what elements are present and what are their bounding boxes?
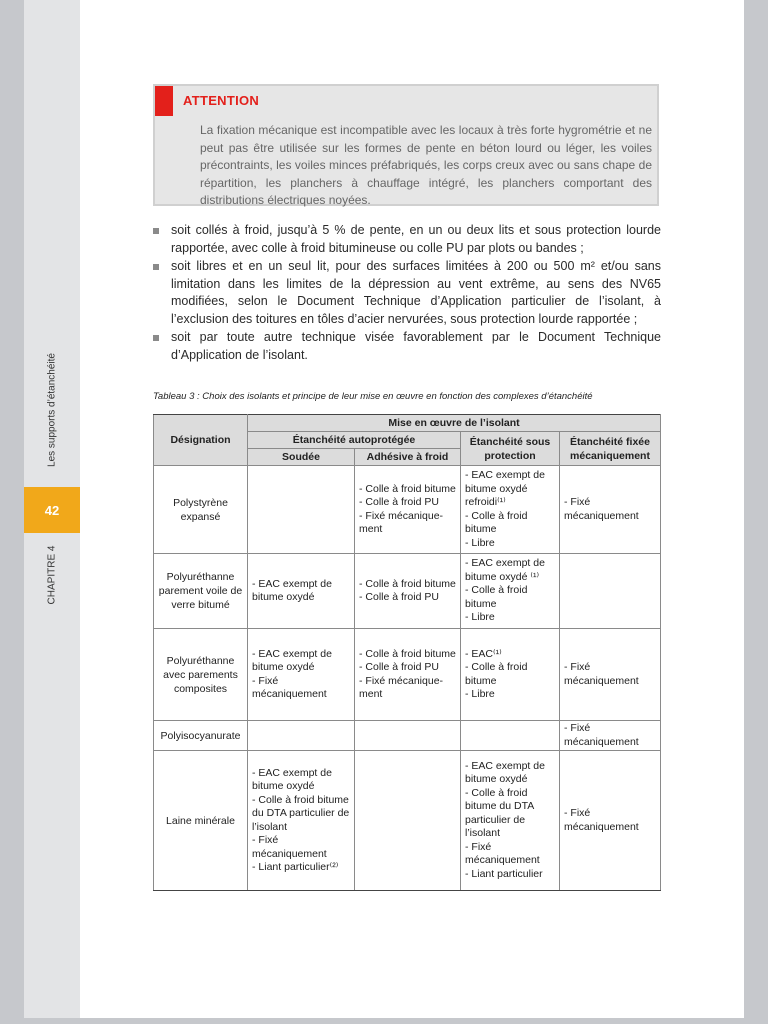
chapter-label-vertical: CHAPITRE 4 — [46, 545, 58, 605]
list-item: - Fixé mécaniquement — [564, 807, 639, 833]
header-soudee: Soudée — [248, 449, 355, 466]
cell-soudee — [248, 721, 355, 751]
list-item: - EAC exempt de bitume oxydé — [252, 577, 332, 603]
bullet-list — [153, 222, 661, 365]
header-fixee: Étanchéité fixée mécaniquement — [560, 432, 661, 466]
table-row — [154, 721, 661, 751]
cell-designation: Polyuréthanne avec parements composites — [154, 629, 248, 721]
cell-designation: Polyuréthanne parement voile de verre bitumé — [154, 554, 248, 629]
cell-designation: Polystyrène expansé — [154, 466, 248, 554]
list-item: - Fixé mécaniquement — [252, 674, 327, 700]
list-item: - Fixé mécaniquement — [359, 674, 444, 700]
list-item: - Fixé mécaniquement — [564, 496, 639, 522]
attention-accent-bar — [155, 86, 173, 116]
cell-fixee — [560, 629, 661, 721]
list-item: - EAC exempt de bitume oxydé refroidi⁽¹⁾ — [465, 469, 545, 508]
list-item: - Colle à froid bitume — [465, 584, 528, 610]
table-body — [154, 466, 661, 891]
table-row — [154, 751, 661, 891]
cell-adhesive — [355, 751, 461, 891]
cell-sous-protection — [461, 721, 560, 751]
list-item: - EAC exempt de bitume oxydé — [252, 647, 332, 673]
list-item: - Fixé mécaniquement — [359, 509, 444, 535]
list-item: - Colle à froid bitume — [359, 647, 456, 660]
cell-sous-protection — [461, 629, 560, 721]
list-item — [153, 258, 661, 328]
header-adhesive: Adhésive à froid — [355, 449, 461, 466]
list-item: - EAC exempt de bitume oxydé — [465, 759, 545, 786]
list-item: - Colle à froid bitume — [359, 577, 456, 590]
cell-list — [564, 496, 656, 523]
header-sous-protection: Étanchéité sous protection — [461, 432, 560, 466]
cell-adhesive — [355, 721, 461, 751]
bullet-square-icon — [153, 228, 159, 234]
cell-list — [564, 807, 656, 834]
table-row — [154, 554, 661, 629]
attention-title: ATTENTION — [183, 93, 260, 108]
attention-box — [153, 84, 659, 206]
list-item: - Colle à froid bitume du DTA particulier de l’isolant — [252, 793, 350, 833]
cell-sous-protection — [461, 466, 560, 554]
cell-list — [359, 648, 456, 702]
list-item: - EAC⁽¹⁾ — [465, 647, 502, 660]
cell-sous-protection — [461, 554, 560, 629]
list-item: - EAC exempt de bitume oxydé ⁽¹⁾ — [465, 557, 545, 583]
list-item: - Colle à froid bitume du DTA particulier de l’isolant — [465, 786, 534, 840]
section-title-vertical: Les supports d’étanchéité — [46, 353, 58, 467]
cell-designation: Laine minérale — [154, 751, 248, 891]
cell-list — [252, 767, 350, 875]
list-item: - Colle à froid bitume — [465, 661, 528, 687]
cell-list — [564, 722, 656, 749]
list-item: - Fixé mécaniquement — [564, 722, 639, 748]
cell-adhesive — [355, 629, 461, 721]
list-item: - Colle à froid PU — [359, 591, 439, 603]
bullet-text: soit libres et en un seul lit, pour des surfaces limitées à 200 ou 500 m² et/ou sans limitation dans les limites de la dépression au vent extrême, au sens des NV65 modifiées, selon le Document Technique d’Application particulier de l’isolant, à l’exclusion des toitures en tôles d’acier nervurées, sous protection lourde rapportée ; — [171, 259, 661, 326]
cell-list — [465, 648, 555, 702]
cell-list — [359, 578, 456, 605]
cell-adhesive — [355, 554, 461, 629]
list-item: - Libre — [465, 611, 495, 624]
list-item: - Liant particulier⁽²⁾ — [252, 861, 339, 873]
cell-fixee — [560, 466, 661, 554]
list-item: - Libre — [465, 536, 495, 549]
list-item: - Libre — [465, 688, 495, 700]
table-caption: Tableau 3 : Choix des isolants et principe de leur mise en œuvre en fonction des complexes d’étanchéité — [153, 391, 593, 402]
page-number-badge: 42 — [24, 487, 80, 533]
cell-list — [252, 578, 350, 605]
list-item: - Colle à froid PU — [359, 661, 439, 673]
list-item: - Colle à froid bitume — [465, 509, 528, 535]
list-item: - EAC exempt de bitume oxydé — [252, 766, 332, 792]
cell-list — [359, 483, 456, 537]
list-item — [153, 222, 661, 257]
cell-soudee — [248, 751, 355, 891]
cell-soudee — [248, 629, 355, 721]
cell-fixee — [560, 721, 661, 751]
table-row — [154, 466, 661, 554]
cell-soudee — [248, 466, 355, 554]
list-item: - Fixé mécaniquement — [252, 834, 327, 860]
list-item — [153, 329, 661, 364]
cell-adhesive — [355, 466, 461, 554]
bullet-text: soit collés à froid, jusqu’à 5 % de pente, en un ou deux lits et sous protection lourde rapportée, avec colle à froid bitumineuse ou colle PU par plots ou bandes ; — [171, 223, 661, 255]
bullet-square-icon — [153, 335, 159, 341]
cell-soudee — [248, 554, 355, 629]
list-item: - Colle à froid bitume — [359, 482, 456, 495]
header-designation: Désignation — [154, 415, 248, 466]
header-mise-en-oeuvre: Mise en œuvre de l’isolant — [248, 415, 661, 432]
list-item: - Colle à froid PU — [359, 496, 439, 508]
list-item: - Fixé mécaniquement — [564, 661, 639, 687]
bullet-text: soit par toute autre technique visée favorablement par le Document Technique d’Application de l’isolant. — [171, 330, 661, 362]
header-autoprotegee: Étanchéité autoprotégée — [248, 432, 461, 449]
cell-list — [252, 648, 350, 702]
cell-list — [465, 557, 555, 625]
cell-fixee — [560, 554, 661, 629]
cell-list — [564, 661, 656, 688]
cell-sous-protection — [461, 751, 560, 891]
cell-fixee — [560, 751, 661, 891]
bullet-square-icon — [153, 264, 159, 270]
table-row — [154, 629, 661, 721]
cell-designation: Polyisocyanurate — [154, 721, 248, 751]
cell-list — [465, 760, 555, 882]
list-item: - Fixé mécaniquement — [465, 840, 540, 867]
attention-body: La fixation mécanique est incompatible avec les locaux à très forte hygrométrie et ne peut pas être utilisée sur les formes de pente en béton lourd ou léger, les voiles précontraints, les voiles minces préfabriqués, les corps creux avec ou sans chape de répartition, les planchers à chauffage intégré, les planchers comportant des distributions électriques noyées. — [200, 123, 652, 207]
cell-list — [465, 469, 555, 550]
insulation-table — [153, 414, 661, 891]
list-item: - Liant particulier — [465, 867, 543, 880]
